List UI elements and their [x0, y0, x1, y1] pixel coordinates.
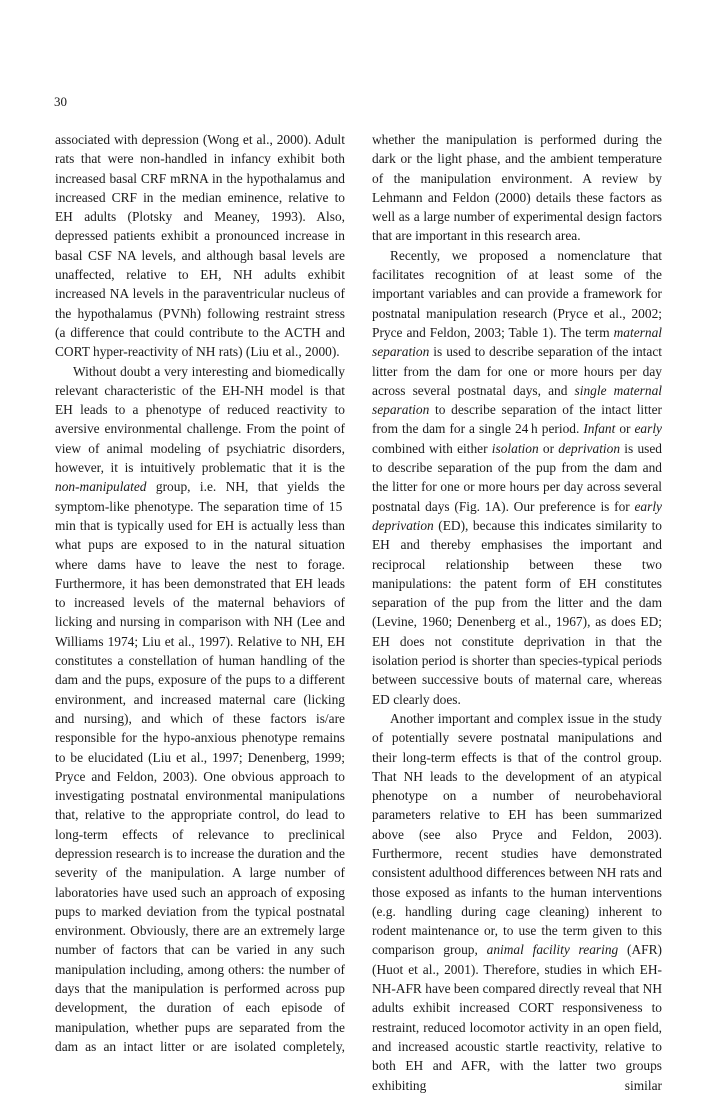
text-run: group, i.e. NH, that yields the symptom-like phenotype. The separation time of 15 min that is typically used for EH is actually less than what pups are exposed to in the natural situation where dams have to leave the nest to forage. Furthermore, it has been demonstrated that EH leads to increased levels of the maternal behaviors of licking and nursing in comparison with NH (Lee and Williams 1974; Liu et al., 1997). Relative to NH, EH constitutes a constellation of human handling of the dam and the pups, exposure of the pups to a different environment, and increased maternal care (licking and nursing), and which of these factors is/are responsible for the hypo-anxious phenotype remains to be elucidated (Liu et al., 1997; Denenberg, 1999; Pryce and Feldon, 2003). One obvious approach to investigating postnatal environmental manipulations that, relative to the appropriate control, do lead to long-term effects of relevance to preclinical depression research is to increase the duration and the severity of the manipulation. A large number of laboratories have used such an approach of exposing pups to marked deviation from the typical postnatal environment. Obviously, there are an extremely large number of factors that can be varied in any such manipulation including, among others: the number of days that the manipulation is performed across pup development, the duration of each episode of manipulation, whether pups are separated from the dam as an intact litter or are isolated completely,	[55, 479, 345, 1054]
text-run: Recently, we proposed a nomenclature that facilitates recognition of at least some of the important variables and can provide a framework for postnatal manipulation research (Pryce et al., 2002; Pryce and Feldon, 2003; Table 1). The term	[372, 247, 662, 340]
paragraph	[372, 130, 662, 246]
text-run: (ED), because this indicates similarity to EH and thereby emphasises the important and reciprocal relationship between these two manipulations: the patent form of EH constitutes separation of the pup from the litter and the dam (Levine, 1960; Denenberg et al., 1967), as does ED; EH does not constitute deprivation in that the isolation period is shorter than species-typical periods between successive bouts of maternal care, whereas ED clearly does.	[372, 517, 662, 707]
paragraph	[372, 246, 662, 709]
text-run: is used to describe separation of the intact litter from the dam for one or more hours per day across several postnatal days, and	[372, 344, 662, 398]
italic-term: isolation	[491, 440, 539, 456]
text-run: combined with either	[372, 440, 492, 456]
italic-term: early deprivation	[372, 498, 662, 533]
italic-term: animal facility rearing	[486, 942, 619, 958]
paragraph	[372, 709, 662, 1095]
text-run: is used to describe separation of the pup from the dam and the litter for one or more hours per day across several postnatal days (Fig. 1A). Our preference is for	[372, 440, 662, 514]
italic-term: Infant	[583, 421, 616, 437]
text-run: or	[538, 440, 559, 456]
text-run: associated with depression (Wong et al., 2000). Adult rats that were non-handled in infancy exhibit both increased basal CRF mRNA in the hypothalamus and increased CRF in the median eminence, relative to EH adults (Plotsky and Meaney, 1993). Also, depressed patients exhibit a pronounced increase in basal CSF NA levels, and although basal levels are unaffected, relative to EH, NH adults exhibit increased NA levels in the paraventricular nucleus of the hypothalamus (PVNh) following restraint stress (a difference that could contribute to the ACTH and CORT hyper-reactivity of NH rats) (Liu et al., 2000).	[55, 132, 345, 360]
italic-term: maternal separation	[372, 324, 662, 360]
italic-term: non-manipulated	[55, 479, 147, 495]
paragraph	[55, 362, 345, 1057]
italic-term: single maternal separation	[372, 382, 662, 418]
italic-term: deprivation	[558, 440, 621, 456]
italic-term: early	[634, 421, 662, 437]
text-run: whether the manipulation is performed during the dark or the light phase, and the ambient temperature of the manipulation environment. A review by Lehmann and Feldon (2000) details these factors as well as a large number of experimental design factors that are important in this research area.	[372, 132, 662, 244]
text-run: (AFR) (Huot et al., 2001). Therefore, studies in which EH-NH-AFR have been compared directly reveal that NH adults exhibit increased CORT responsiveness to restraint, reduced locomotor activity in an open field, and increased acoustic startle reactivity, relative to both EH and AFR, with the latter two groups exhibiting similar	[372, 942, 662, 1093]
text-run: to describe separation of the intact litter from the dam for a single 24 h period.	[372, 402, 662, 437]
left-column	[55, 130, 345, 1056]
text-run: or	[615, 421, 635, 437]
text-run: Another important and complex issue in the study of potentially severe postnatal manipulations and their long-term effects is that of the control group. That NH leads to the development of an atypical phenotype on a number of neurobehavioral parameters relative to EH has been summarized above (see also Pryce and Feldon, 2003). Furthermore, recent studies have demonstrated consistent adulthood differences between NH rats and those exposed as infants to the human interventions (e.g. handling during cage cleaning) inherent to rodent maintenance or, to use the term given to this comparison group,	[372, 710, 662, 958]
paragraph	[55, 130, 345, 362]
page-number: 30	[54, 94, 67, 109]
right-column	[372, 130, 662, 1095]
text-run: Without doubt a very interesting and biomedically relevant characteristic of the EH-NH model is that EH leads to a phenotype of reduced reactivity to aversive environmental challenge. From the point of view of animal modeling of psychiatric disorders, however, it is intuitively problematic that it is the	[55, 363, 345, 476]
